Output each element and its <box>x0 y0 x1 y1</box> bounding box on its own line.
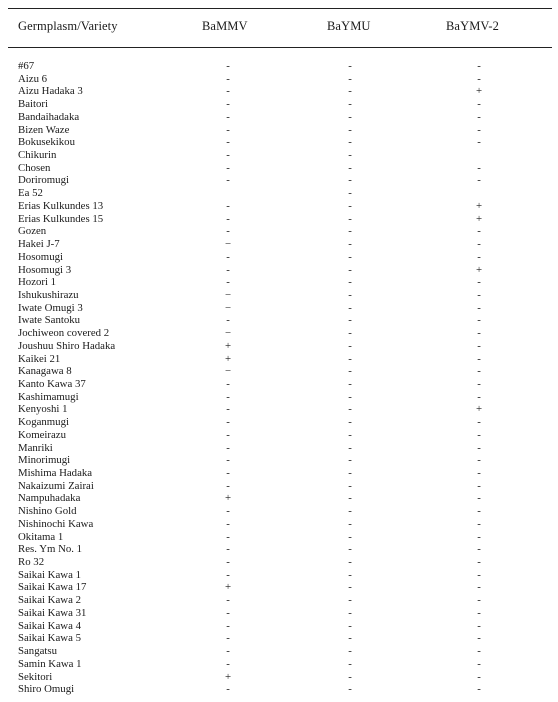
table-row <box>0 302 558 315</box>
table-row <box>0 505 558 518</box>
table-row <box>0 98 558 111</box>
baymu-result: - <box>348 517 352 530</box>
variety-name: Saikai Kawa 17 <box>18 581 87 594</box>
baymu-result: - <box>348 352 352 365</box>
bammv-result: - <box>226 530 230 543</box>
baymv-2-result: - <box>477 250 481 263</box>
table-row <box>0 442 558 455</box>
variety-name: Shiro Omugi <box>18 683 75 696</box>
bammv-result: − <box>224 365 232 378</box>
bammv-result: + <box>224 581 232 594</box>
variety-name: Doriromugi <box>18 174 69 187</box>
baymv-2-result: - <box>477 632 481 645</box>
table-row <box>0 289 558 302</box>
table-row <box>0 467 558 480</box>
baymv-2-result: - <box>477 428 481 441</box>
variety-name: Chikurin <box>18 149 57 162</box>
baymu-result: - <box>348 479 352 492</box>
baymu-result: - <box>348 619 352 632</box>
baymv-2-result: + <box>475 263 483 276</box>
baymv-2-result: - <box>477 123 481 136</box>
bammv-result: - <box>226 619 230 632</box>
baymu-result: - <box>348 556 352 569</box>
variety-name: Erias Kulkundes 15 <box>18 212 104 225</box>
baymv-2-result: - <box>477 276 481 289</box>
column-header-germplasm: Germplasm/Variety <box>18 19 118 33</box>
table-row <box>0 671 558 684</box>
table-row <box>0 531 558 544</box>
baymu-result: - <box>348 365 352 378</box>
baymu-result: - <box>348 288 352 301</box>
variety-name: Aizu 6 <box>18 72 48 85</box>
table-row <box>0 85 558 98</box>
baymv-2-result: - <box>477 339 481 352</box>
bammv-result: - <box>226 250 230 263</box>
baymv-2-result: - <box>477 352 481 365</box>
variety-name: Bizen Waze <box>18 123 70 136</box>
baymv-2-result: - <box>477 581 481 594</box>
bammv-result: - <box>226 276 230 289</box>
bammv-result: - <box>226 123 230 136</box>
baymv-2-result: - <box>477 492 481 505</box>
table-row <box>0 200 558 213</box>
bammv-result: − <box>224 301 232 314</box>
bammv-result: - <box>226 212 230 225</box>
table-row <box>0 225 558 238</box>
variety-name: #67 <box>18 60 35 72</box>
baymv-2-result: - <box>477 72 481 85</box>
table-row <box>0 276 558 289</box>
table-row <box>0 187 558 200</box>
variety-name: Mishima Hadaka <box>18 467 93 479</box>
table-row <box>0 124 558 137</box>
baymv-2-result: - <box>477 441 481 454</box>
baymv-2-result: - <box>477 568 481 581</box>
bammv-result: + <box>224 352 232 365</box>
baymu-result: - <box>348 199 352 212</box>
column-header-bammv: BaMMV <box>202 19 248 33</box>
table-row <box>0 213 558 226</box>
baymv-2-result: - <box>477 530 481 543</box>
bammv-result: - <box>226 110 230 123</box>
baymv-2-result: - <box>477 110 481 123</box>
bammv-result: - <box>226 454 230 467</box>
variety-name: Baitori <box>18 98 48 111</box>
baymu-result: - <box>348 314 352 327</box>
table-row <box>0 162 558 175</box>
baymv-2-result: - <box>477 301 481 314</box>
bammv-result: - <box>226 136 230 149</box>
baymv-2-result: - <box>477 543 481 556</box>
baymu-result: - <box>348 263 352 276</box>
bammv-result: - <box>226 632 230 645</box>
baymv-2-result: - <box>477 645 481 658</box>
table-row <box>0 429 558 442</box>
variety-name: Ro 32 <box>18 556 45 569</box>
table-row <box>0 581 558 594</box>
bammv-result: - <box>226 645 230 658</box>
baymu-result: - <box>348 187 352 200</box>
variety-name: Ea 52 <box>18 187 43 200</box>
baymu-result: - <box>348 72 352 85</box>
baymv-2-result: - <box>477 505 481 518</box>
baymv-2-result: - <box>477 174 481 187</box>
baymv-2-result: - <box>477 136 481 149</box>
table-row <box>0 683 558 696</box>
table-row <box>0 238 558 251</box>
baymv-2-result: - <box>477 238 481 251</box>
table-row <box>0 543 558 556</box>
baymv-2-result: - <box>477 327 481 340</box>
bammv-result: - <box>226 416 230 429</box>
table-row <box>0 314 558 327</box>
bammv-result: − <box>224 327 232 340</box>
table-row <box>0 569 558 582</box>
bammv-result: - <box>226 174 230 187</box>
baymv-2-result: - <box>477 556 481 569</box>
baymu-result: - <box>348 149 352 162</box>
baymu-result: - <box>348 161 352 174</box>
table-row <box>0 111 558 124</box>
variety-name: Iwate Omugi 3 <box>18 301 83 314</box>
baymv-2-result: + <box>475 85 483 98</box>
variety-name: Aizu Hadaka 3 <box>18 85 83 98</box>
bammv-result: - <box>226 594 230 607</box>
baymv-2-result: - <box>477 619 481 632</box>
bammv-result: - <box>226 606 230 619</box>
table-header-rule <box>8 47 552 48</box>
baymu-result: - <box>348 238 352 251</box>
table-row <box>0 645 558 658</box>
baymu-result: - <box>348 594 352 607</box>
table-row <box>0 251 558 264</box>
variety-name: Kaikei 21 <box>18 352 61 365</box>
baymu-result: - <box>348 543 352 556</box>
variety-name: Iwate Santoku <box>18 314 81 327</box>
variety-name: Ishukushirazu <box>18 288 79 301</box>
variety-name: Kashimamugi <box>18 390 79 403</box>
bammv-result: + <box>224 492 232 505</box>
baymu-result: - <box>348 657 352 670</box>
baymu-result: - <box>348 441 352 454</box>
baymu-result: - <box>348 250 352 263</box>
baymu-result: - <box>348 339 352 352</box>
baymv-2-result: - <box>477 377 481 390</box>
table-row <box>0 340 558 353</box>
baymu-result: - <box>348 428 352 441</box>
baymu-result: - <box>348 505 352 518</box>
bammv-result: - <box>226 149 230 162</box>
baymv-2-result: - <box>477 60 481 72</box>
variety-name: Komeirazu <box>18 428 66 441</box>
variety-name: Samin Kawa 1 <box>18 657 82 670</box>
table-row <box>0 416 558 429</box>
baymv-2-result: - <box>477 225 481 238</box>
table-row <box>0 454 558 467</box>
bammv-result: - <box>226 683 230 696</box>
baymv-2-result: + <box>475 212 483 225</box>
baymu-result: - <box>348 327 352 340</box>
bammv-result: - <box>226 377 230 390</box>
bammv-result: - <box>226 314 230 327</box>
baymv-2-result: - <box>477 288 481 301</box>
baymv-2-result: - <box>477 98 481 111</box>
bammv-result: - <box>226 428 230 441</box>
bammv-result: - <box>226 505 230 518</box>
bammv-result: - <box>226 390 230 403</box>
bammv-result: + <box>224 339 232 352</box>
baymu-result: - <box>348 581 352 594</box>
baymu-result: - <box>348 606 352 619</box>
variety-name: Saikai Kawa 1 <box>18 568 81 581</box>
bammv-result: - <box>226 72 230 85</box>
baymu-result: - <box>348 60 352 72</box>
baymv-2-result: - <box>477 314 481 327</box>
baymv-2-result: - <box>477 416 481 429</box>
baymu-result: - <box>348 212 352 225</box>
variety-name: Saikai Kawa 5 <box>18 632 81 645</box>
bammv-result: - <box>226 60 230 72</box>
baymu-result: - <box>348 467 352 479</box>
variety-name: Saikai Kawa 31 <box>18 606 87 619</box>
variety-name: Sekitori <box>18 670 53 683</box>
baymu-result: - <box>348 632 352 645</box>
variety-name: Minorimugi <box>18 454 71 467</box>
variety-name: Okitama 1 <box>18 530 64 543</box>
bammv-result: + <box>224 670 232 683</box>
baymu-result: - <box>348 530 352 543</box>
baymv-2-result: - <box>477 670 481 683</box>
bammv-result: - <box>226 161 230 174</box>
baymv-2-result: + <box>475 199 483 212</box>
table-top-rule <box>8 8 552 9</box>
table-row <box>0 149 558 162</box>
table-row <box>0 594 558 607</box>
baymu-result: - <box>348 492 352 505</box>
bammv-result: − <box>224 238 232 251</box>
bammv-result: - <box>226 556 230 569</box>
baymv-2-result: - <box>477 683 481 696</box>
variety-name: Koganmugi <box>18 416 69 429</box>
bammv-result: - <box>226 543 230 556</box>
variety-name: Kanto Kawa 37 <box>18 377 86 390</box>
baymu-result: - <box>348 454 352 467</box>
baymu-result: - <box>348 377 352 390</box>
table-body <box>0 60 558 696</box>
bammv-result: - <box>226 403 230 416</box>
variety-name: Nishinochi Kawa <box>18 517 94 530</box>
baymu-result: - <box>348 403 352 416</box>
baymu-result: - <box>348 416 352 429</box>
table-row <box>0 556 558 569</box>
baymu-result: - <box>348 276 352 289</box>
baymv-2-result: - <box>477 454 481 467</box>
variety-name: Res. Ym No. 1 <box>18 543 83 556</box>
baymu-result: - <box>348 390 352 403</box>
table-row <box>0 492 558 505</box>
baymu-result: - <box>348 110 352 123</box>
bammv-result: − <box>224 288 232 301</box>
baymu-result: - <box>348 225 352 238</box>
baymu-result: - <box>348 645 352 658</box>
table-row <box>0 136 558 149</box>
bammv-result: - <box>226 225 230 238</box>
baymv-2-result: - <box>477 161 481 174</box>
variety-name: Nishino Gold <box>18 505 77 518</box>
baymu-result: - <box>348 123 352 136</box>
table-row <box>0 174 558 187</box>
table-row <box>0 60 558 73</box>
baymu-result: - <box>348 568 352 581</box>
table-row <box>0 353 558 366</box>
baymv-2-result: - <box>477 390 481 403</box>
variety-name: Saikai Kawa 4 <box>18 619 81 632</box>
variety-name: Nampuhadaka <box>18 492 81 505</box>
table-row <box>0 365 558 378</box>
bammv-result: - <box>226 441 230 454</box>
table-row <box>0 632 558 645</box>
table-row <box>0 327 558 340</box>
variety-name: Hosomugi 3 <box>18 263 72 276</box>
bammv-result: - <box>226 517 230 530</box>
bammv-result: - <box>226 199 230 212</box>
baymu-result: - <box>348 301 352 314</box>
table-row <box>0 658 558 671</box>
column-header-baymu: BaYMU <box>327 19 371 33</box>
baymv-2-result: - <box>477 479 481 492</box>
variety-name: Kenyoshi 1 <box>18 403 68 416</box>
baymu-result: - <box>348 174 352 187</box>
bammv-result: - <box>226 85 230 98</box>
table-row <box>0 480 558 493</box>
baymu-result: - <box>348 670 352 683</box>
baymv-2-result: - <box>477 365 481 378</box>
variety-name: Hozori 1 <box>18 276 57 289</box>
bammv-result: - <box>226 657 230 670</box>
variety-name: Erias Kulkundes 13 <box>18 199 104 212</box>
baymu-result: - <box>348 85 352 98</box>
column-header-baymv-2: BaYMV-2 <box>446 19 500 33</box>
variety-name: Bokusekikou <box>18 136 75 149</box>
bammv-result: - <box>226 98 230 111</box>
variety-name: Hakei J-7 <box>18 238 60 251</box>
table-row <box>0 620 558 633</box>
table-row <box>0 264 558 277</box>
variety-name: Kanagawa 8 <box>18 365 72 378</box>
baymv-2-result: - <box>477 606 481 619</box>
variety-name: Saikai Kawa 2 <box>18 594 81 607</box>
variety-name: Sangatsu <box>18 645 57 658</box>
variety-name: Jochiweon covered 2 <box>18 327 110 340</box>
variety-name: Bandaihadaka <box>18 110 80 123</box>
baymv-2-result: + <box>475 403 483 416</box>
baymu-result: - <box>348 683 352 696</box>
baymv-2-result: - <box>477 594 481 607</box>
variety-name: Gozen <box>18 225 47 238</box>
table-row <box>0 607 558 620</box>
table-row <box>0 391 558 404</box>
bammv-result: - <box>226 467 230 479</box>
bammv-result: - <box>226 568 230 581</box>
bammv-result: - <box>226 263 230 276</box>
table-row <box>0 73 558 86</box>
variety-name: Chosen <box>18 161 51 174</box>
table-row <box>0 403 558 416</box>
variety-name: Joushuu Shiro Hadaka <box>18 339 116 352</box>
table-header <box>0 19 558 37</box>
bammv-result: - <box>226 479 230 492</box>
baymv-2-result: - <box>477 467 481 479</box>
baymv-2-result: - <box>477 517 481 530</box>
table-row <box>0 378 558 391</box>
table-row <box>0 518 558 531</box>
variety-name: Nakaizumi Zairai <box>18 479 94 492</box>
variety-name: Manriki <box>18 441 53 454</box>
baymv-2-result: - <box>477 657 481 670</box>
variety-name: Hosomugi <box>18 250 63 263</box>
baymu-result: - <box>348 98 352 111</box>
baymu-result: - <box>348 136 352 149</box>
